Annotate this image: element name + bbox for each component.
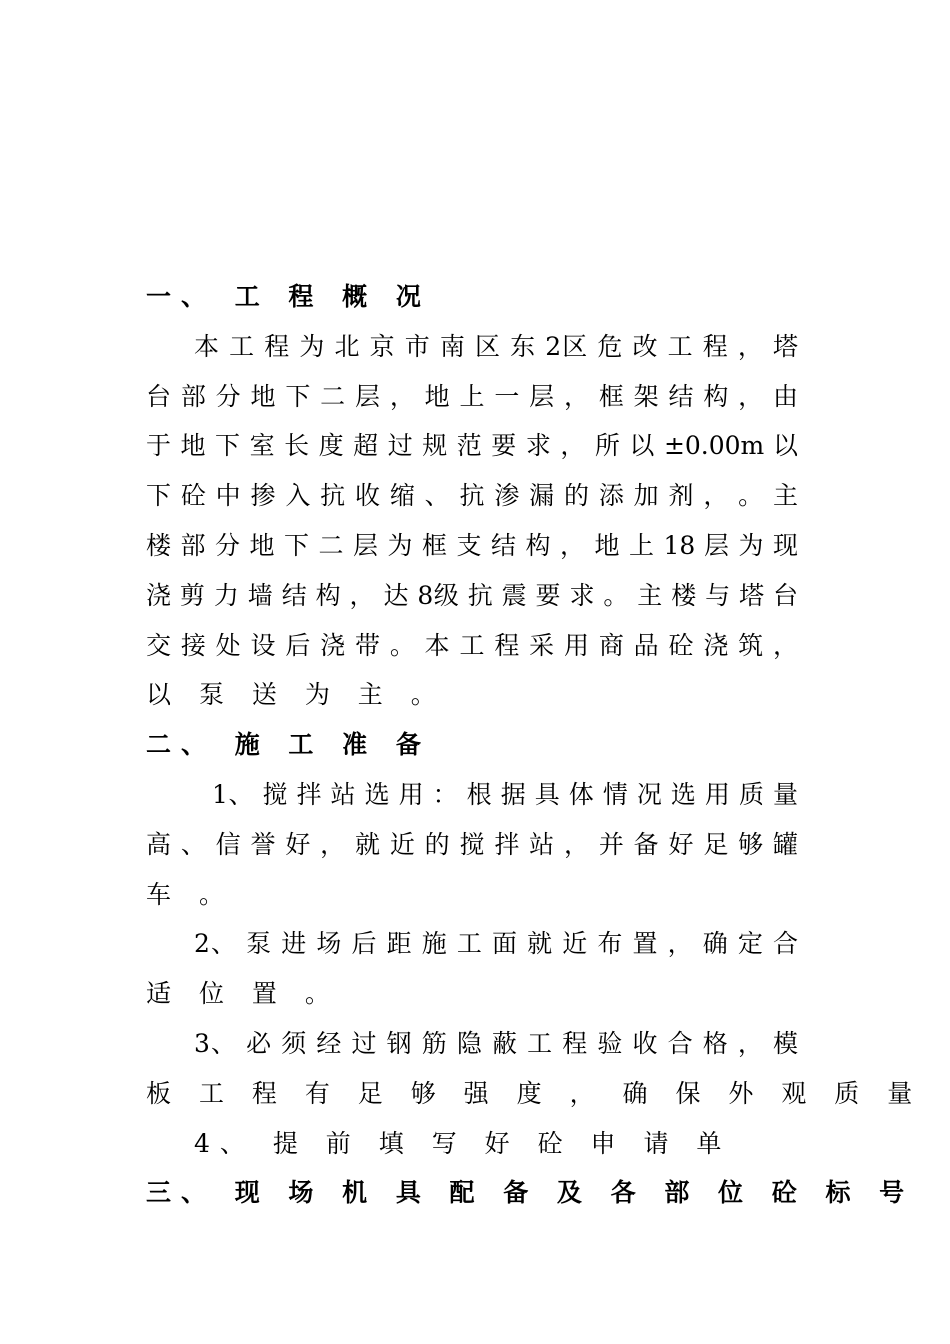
section-heading-project-overview: 一、 工 程 概 况 (146, 282, 431, 311)
list-item-line: 2、 泵 进 场 后 距 施 工 面 就 近 布 置 ， 确 定 合 (194, 929, 798, 959)
section-heading-construction-preparation: 二、 施 工 准 备 (146, 730, 431, 760)
paragraph-line: 浇 剪 力 墙 结 构 ， 达 8级 抗 震 要 求 。 主 楼 与 塔 台 (146, 580, 798, 610)
section-heading-equipment-and-concrete-grades: 三、 现 场 机 具 配 备 及 各 部 位 砼 标 号 (146, 1178, 915, 1208)
list-item-line: 4、 提 前 填 写 好 砼 申 请 单 (194, 1128, 732, 1158)
list-item-line: 适 位 置 。 (146, 979, 340, 1009)
document-body (146, 272, 923, 1218)
paragraph-line: 于 地 下 室 长 度 超 过 规 范 要 求 ， 所 以 ±0.00m 以 (146, 431, 798, 461)
list-item-line: 车 。 (146, 879, 234, 909)
paragraph-line: 下 砼 中 掺 入 抗 收 缩 、 抗 渗 漏 的 添 加 剂 ， 。 主 (146, 481, 798, 511)
paragraph-line: 本 工 程 为 北 京 市 南 区 东 2区 危 改 工 程 ， 塔 (194, 331, 798, 361)
paragraph-line: 以 泵 送 为 主 。 (146, 680, 446, 710)
list-item-line: 1、 搅 拌 站 选 用 ： 根 据 具 体 情 况 选 用 质 量 (212, 779, 798, 809)
list-item-line: 板 工 程 有 足 够 强 度 ， 确 保 外 观 质 量 (146, 1078, 923, 1108)
list-item-line: 3、 必 须 经 过 钢 筋 隐 蔽 工 程 验 收 合 格 ， 模 (194, 1028, 798, 1058)
paragraph-line: 楼 部 分 地 下 二 层 为 框 支 结 构 ， 地 上 18 层 为 现 (146, 530, 798, 560)
list-item-line: 高 、 信 誉 好 ， 就 近 的 搅 拌 站 ， 并 备 好 足 够 罐 (146, 829, 798, 859)
paragraph-line: 交 接 处 设 后 浇 带 。 本 工 程 采 用 商 品 砼 浇 筑 ， (146, 630, 798, 660)
paragraph-line: 台 部 分 地 下 二 层 ， 地 上 一 层 ， 框 架 结 构 ， 由 (146, 381, 798, 411)
